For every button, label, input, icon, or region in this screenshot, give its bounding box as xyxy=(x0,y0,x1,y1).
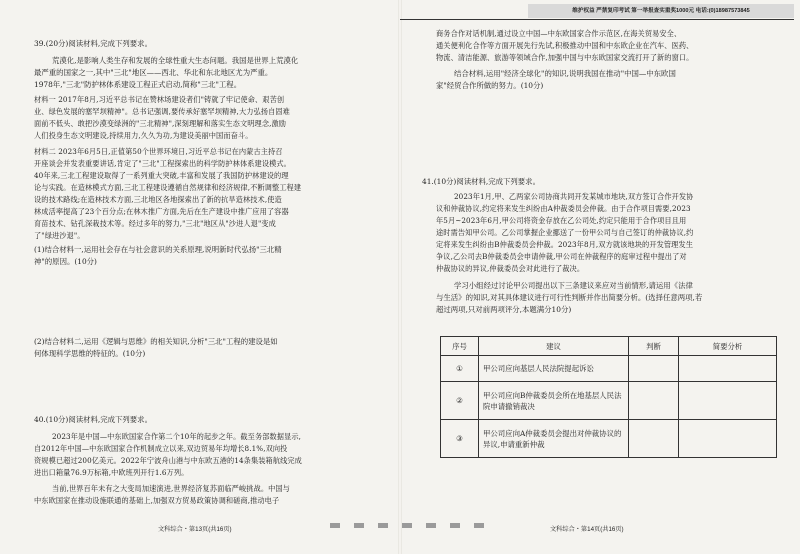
row-suggestion: 甲公司应向B仲裁委员会所在地基层人民法院申请撤销裁决 xyxy=(479,382,629,420)
row-analysis-cell[interactable] xyxy=(679,420,777,458)
q39-sub1-line-2: 神"的原因。(10分) xyxy=(34,257,97,266)
q39-intro-line-1: 荒漠化,是影响人类生存和发展的全球性重大生态问题。我国是世界上荒漠化 xyxy=(52,56,299,65)
row-judgement-cell[interactable] xyxy=(629,382,679,420)
q39-material2-line-3: 40年来,三北工程建设取得了一系列重大突破,丰富和发展了我国防护林建设的理 xyxy=(34,171,289,180)
q40-cont-line-3: 物流、清洁能源、旅游等领域合作,加强中国与中东欧国家交流打开了新的窗口。 xyxy=(436,53,694,62)
q39-material2-line-7: 育苗技术、钻孔深栽技术等。经过多年的努力,"三北"地区从"沙进人退"变成 xyxy=(34,219,276,228)
q39-material2-line-5: 设的技术路线;在造林技术方面,三北地区各地探索出了新的抗旱造林技术,使造 xyxy=(34,195,282,204)
row-suggestion: 甲公司应向A仲裁委员会提出对仲裁协议的异议,申请重新仲裁 xyxy=(479,420,629,458)
q39-material2-line-2: 开座谈会并发表重要讲话,肯定了"三北"工程探索出的科学防护林体系建设模式。 xyxy=(34,159,291,168)
q41-line-2: 议和仲裁协议,约定将来发生纠纷由A仲裁委员会仲裁。由于合作项目需要,2023 xyxy=(436,204,691,213)
q40-question-line-2: 家"经贸合作所做的努力。(10分) xyxy=(436,81,544,90)
q39-material2-line-1: 材料二 2023年6月5日,正值第50个世界环境日,习近平总书记在内蒙古主持召 xyxy=(34,147,283,156)
q41-line-7: 仲裁协议的异议,仲裁委员会对此进行了裁决。 xyxy=(436,264,585,273)
row-analysis-cell[interactable] xyxy=(679,382,777,420)
q39-sub1-line-1: (1)结合材料一,运用社会存在与社会意识的关系原理,说明新时代弘扬"三北精 xyxy=(34,245,282,254)
q39-material2-line-6: 林成活率提高了23个百分点;在林木推广方面,先后在生产建设中推广应用了容器 xyxy=(34,207,289,216)
row-number: ② xyxy=(441,382,479,420)
q39-material1-line-4: 人们投身生态文明建设,持续用力,久久为功,为建设美丽中国而奋斗。 xyxy=(34,131,253,140)
q40-line-3: 资规模已超过200亿美元。2022年宁波舟山港与中东欧五港的14条集装箱航线完成 xyxy=(34,456,302,465)
q39-material1-line-3: 面前不低头、敢把沙漠变绿洲的"三北精神",深刻理解和落实生态文明理念,激励 xyxy=(34,119,287,128)
q40-line-5: 当前,世界百年未有之大变局加速演进,世界经济复苏面临严峻挑战。中国与 xyxy=(52,484,290,493)
col-header-judgement: 判断 xyxy=(629,337,679,356)
page-14 xyxy=(400,0,800,554)
q40-title: 40.(10分)阅读材料,完成下列要求。 xyxy=(34,415,152,424)
table-row xyxy=(441,356,777,382)
row-judgement-cell[interactable] xyxy=(629,356,679,382)
q41-line-6: 争议,乙公司去B仲裁委员会申请仲裁,甲公司在仲裁程序的庭审过程中提出了对 xyxy=(436,252,687,261)
col-header-analysis: 简要分析 xyxy=(679,337,777,356)
q41-line-4: 途时需告知甲公司。乙公司掌握企业挪送了一份甲公司与自己签订的仲裁协议,约 xyxy=(436,228,694,237)
suggestion-analysis-table xyxy=(440,336,777,458)
q39-intro-line-2: 最严重的国家之一,其中"三北"地区——西北、华北和东北地区尤为严重。 xyxy=(34,68,273,77)
row-analysis-cell[interactable] xyxy=(679,356,777,382)
q40-cont-line-1: 商务合作对话机制,通过设立中国—中东欧国家合作示范区,在海关贸易安全、 xyxy=(436,29,682,38)
table-header-row xyxy=(441,337,777,356)
col-header-number: 序号 xyxy=(441,337,479,356)
col-header-suggestion: 建议 xyxy=(479,337,629,356)
table-row xyxy=(441,420,777,458)
q41-prompt-line-1: 学习小组经过讨论甲公司提出以下三条建议来应对当前情形,请运用《法律 xyxy=(454,281,693,290)
q41-line-1: 2023年1月,甲、乙两家公司协商共同开发某城市地块,双方签订合作开发协 xyxy=(454,192,694,201)
q39-material2-line-8: 了"绿进沙退"。 xyxy=(34,231,85,240)
q41-prompt-line-3: 超过两项,只对前两项评分,本题满分10分) xyxy=(436,305,572,314)
row-suggestion: 甲公司应向基层人民法院提起诉讼 xyxy=(479,356,629,382)
q40-line-4: 进出口箱量76.9万标箱,中欧班列开行1.6万列。 xyxy=(34,468,189,477)
footer-left-page-number: 文科综合・第13页(共16页) xyxy=(158,526,232,533)
q40-line-1: 2023年是中国—中东欧国家合作第二个10年的起步之年。截至务部数据显示, xyxy=(52,432,302,441)
row-number: ① xyxy=(441,356,479,382)
q41-line-3: 年5月~2023年6月,甲公司将资金存放在乙公司处,约定只能用于合作项目且用 xyxy=(436,216,687,225)
q40-cont-line-2: 通关便利化合作等方面开展先行先试,积极推动中国和中东欧企业在汽车、医药、 xyxy=(436,41,694,50)
footer-right-page-number: 文科综合・第14页(共16页) xyxy=(550,526,624,533)
q39-material1-line-1: 材料一 2017年8月,习近平总书记在赞林场建设者们"铸就了牢记使命、艰苦创 xyxy=(34,95,285,104)
q40-question-line-1: 结合材料,运用"经济全球化"的知识,说明我国在推动"中国—中东欧国 xyxy=(454,69,676,78)
q39-sub2-line-1: (2)结合材料二,运用《逻辑与思维》的相关知识,分析"三北"工程的建设是如 xyxy=(34,337,278,346)
table-row xyxy=(441,382,777,420)
row-number: ③ xyxy=(441,420,479,458)
q39-title: 39.(20分)阅读材料,完成下列要求。 xyxy=(34,39,152,48)
q39-intro-line-3: 1978年,"三北"防护林体系建设工程正式启动,简称"三北"工程。 xyxy=(34,80,242,89)
page-header-banner: 维护权益 严禁复印考试 第一举报查实重奖1000元 电话:(0)18987573845 xyxy=(528,4,794,18)
q41-line-5: 定将来发生纠纷由B仲裁委员会仲裁。2023年8月,双方就该地块的开发管理发生 xyxy=(436,240,694,249)
q40-line-2: 自2012年中国—中东欧国家合作机制成立以来,双边贸易年均增长8.1%,双向投 xyxy=(34,444,288,453)
row-judgement-cell[interactable] xyxy=(629,420,679,458)
q40-line-6: 中东欧国家在推动设施联通的基础上,加强双方贸易政策协调和磋商,推动电子 xyxy=(34,496,280,505)
q41-prompt-line-2: 与生活》的知识,对其具体建议进行可行性判断并作出简要分析。(选择任意两项,若 xyxy=(436,293,703,302)
q39-sub2-line-2: 何体现科学思维的特征的。(10分) xyxy=(34,349,146,358)
q39-material1-line-2: 业、绿色发展的塞罕坝精神"。总书记强调,要传承好塞罕坝精神,大力弘扬自固难 xyxy=(34,107,290,116)
q41-title: 41.(10分)阅读材料,完成下列要求。 xyxy=(422,177,540,186)
q39-material2-line-4: 论与实践。在造林模式方面,三北工程建设遵循自然规律和经济规律,不断调整工程建 xyxy=(34,183,302,192)
